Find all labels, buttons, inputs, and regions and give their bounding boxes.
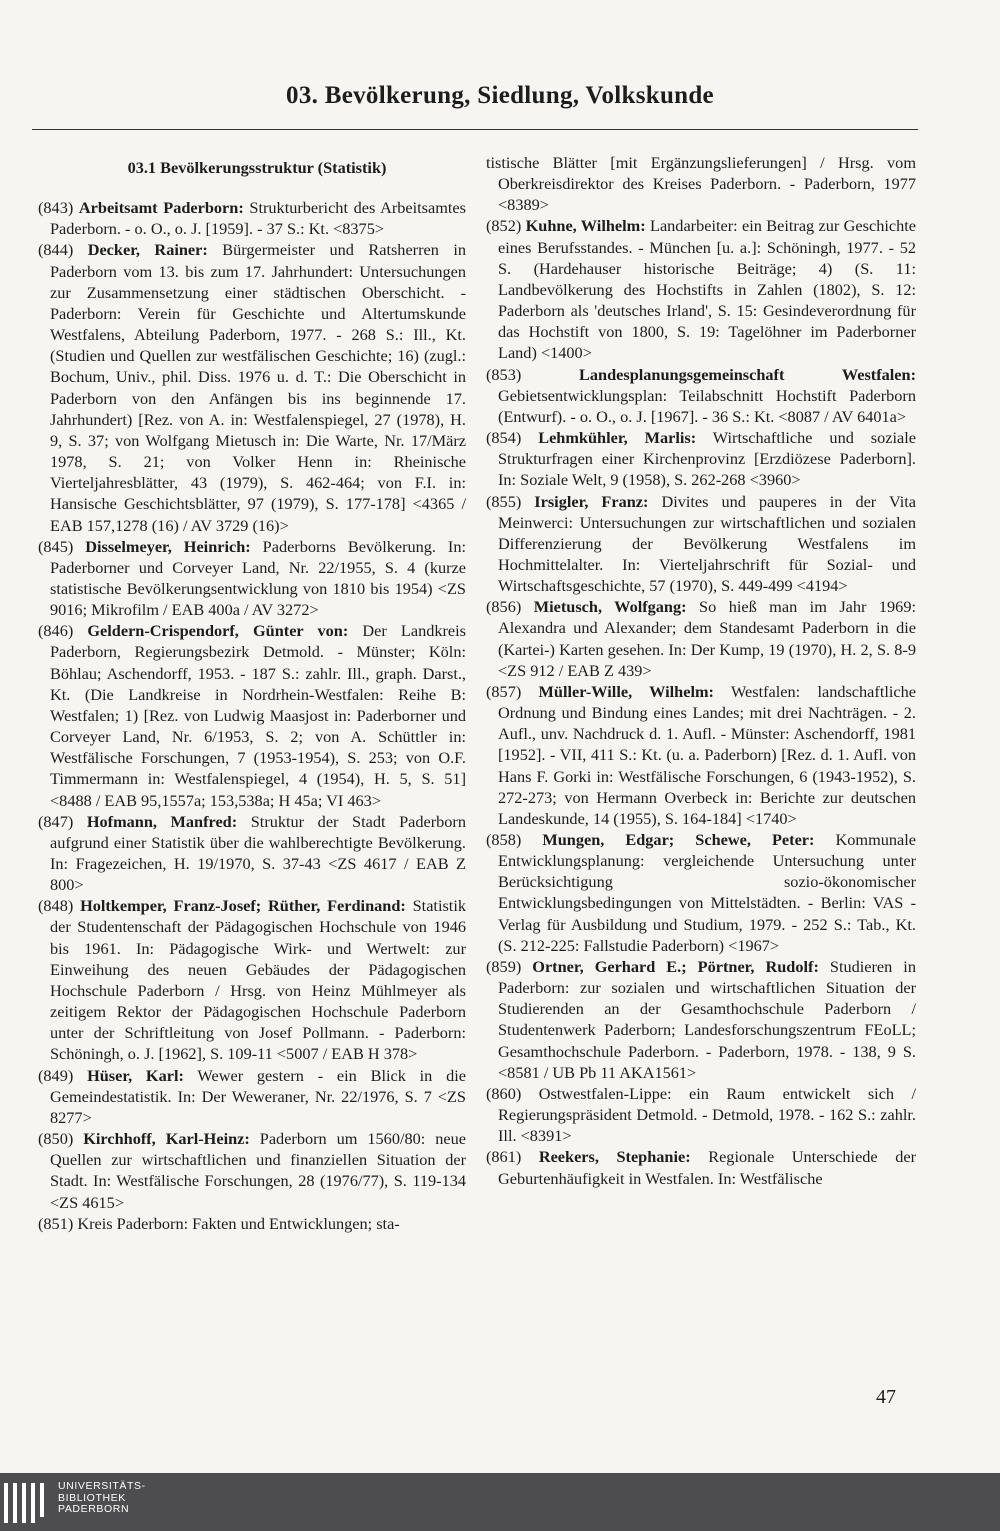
entry-number: (843)	[38, 198, 74, 218]
bibliography-entry	[38, 536, 466, 621]
entry-number: (860)	[486, 1083, 522, 1103]
entry-text: Ostwestfalen-Lippe: ein Raum entwickelt sich / Regierungspräsident Detmold. - Detmold, 1978. - 162 S.: zahlr. Ill. <8391>	[498, 1083, 916, 1146]
entry-text: Strukturbericht des Arbeitsamtes Paderborn. - o. O., o. J. [1959]. - 37 S.: Kt. <8375>	[50, 198, 466, 239]
bibliography-entry	[38, 620, 466, 810]
library-logo-text	[58, 1481, 146, 1516]
entry-author: Irsigler, Franz:	[534, 491, 649, 511]
entry-number: (849)	[38, 1065, 74, 1085]
entry-author: Decker, Rainer:	[87, 240, 208, 260]
bibliography-entry	[486, 215, 916, 363]
entry-number: (852)	[486, 216, 522, 236]
library-logo-icon	[4, 1483, 50, 1523]
entry-number: (844)	[38, 240, 74, 260]
entry-author: Müller-Wille, Wilhelm:	[538, 681, 714, 701]
library-logo-line: BIBLIOTHEK	[58, 1491, 126, 1504]
entry-author: Geldern-Crispendorf, Günter von:	[87, 621, 349, 641]
bibliography-entry	[486, 681, 916, 829]
bibliography-entry	[38, 1213, 466, 1234]
entry-text: Westfalen: landschaftliche Ordnung und Bindung eines Landes; mit drei Nachträgen. - 2. Aufl., unv. Nachdruck d. 1. Aufl. - Münster: Aschendorff, 1981 [1952]. - VII, 411 S.: Kt. (u. a. Paderborn) [Rez. d. 1. Aufl. von Hans F. Gorki in: Westfälische Forschungen, 6 (1943-1952), S. 272-273; von Hermann Overbeck in: Berichte zur deutschen Landeskunde, 14 (1955), S. 164-184] <1740>	[498, 681, 916, 828]
header-rule	[32, 129, 918, 130]
entry-text: Wirtschaftliche und soziale Strukturfragen einer Kirchenprovinz [Erzdiözese Paderborn]. In: Soziale Welt, 9 (1958), S. 262-268 <3960>	[498, 428, 916, 490]
entry-text: Studieren in Paderborn: zur sozialen und wirtschaftlichen Situation der Studierenden an der Gesamthochschule Paderborn / Studentenwerk Paderborn; Landesforschungszentrum FEoLL; Gesamthochschule Paderborn. - Paderborn, 1978. - 138, 9 S. <8581 / UB Pb 11 AKA1561>	[498, 956, 916, 1082]
entry-text: Bürgermeister und Ratsherren in Paderborn vom 13. bis zum 17. Jahrhundert: Untersuchungen zur Zusammensetzung einer städtischen Oberschicht. - Paderborn: Verein für Geschichte und Altertumskunde Westfalens, Abteilung Paderborn, 1977. - 268 S.: Ill., Kt. (Studien und Quellen zur westfälischen Geschichte; 16) (zugl.: Bochum, Univ., phil. Diss. 1976 u. d. T.: Die Oberschicht in Paderborn von den Anfängen bis ins beginnende 17. Jahrhundert) [Rez. von A. in: Westfalenspiegel, 27 (1978), H. 9, S. 37; von Wolfgang Mietusch in: Die Warte, Nr. 17/März 1978, S. 21; von Volker Henn in: Rheinische Vierteljahresblätter, 43 (1979), S. 462-464; von F.I. in: Hansische Geschichtsblätter, 97 (1979), S. 177-178] <4365 / EAB 157,1278 (16) / AV 3729 (16)>	[50, 240, 466, 535]
bibliography-entry	[38, 895, 466, 1064]
entry-number: (856)	[486, 597, 522, 617]
bibliography-entry	[486, 596, 916, 681]
entry-number: (857)	[486, 681, 522, 701]
bibliography-entry	[486, 1146, 916, 1188]
entry-author: Mungen, Edgar; Schewe, Peter:	[542, 830, 815, 849]
entry-number: (858)	[486, 830, 522, 849]
entry-text: tistische Blätter [mit Ergänzungslieferungen] / Hrsg. vom Oberkreisdirektor des Kreises Paderborn. - Paderborn, 1977 <8389>	[486, 153, 916, 215]
right-entry-list	[486, 152, 916, 1189]
entry-author: Arbeitsamt Paderborn:	[78, 198, 244, 218]
entry-number: (848)	[38, 896, 74, 916]
page-title: 03. Bevölkerung, Siedlung, Volkskunde	[286, 82, 714, 109]
entry-author: Holtkemper, Franz-Josef; Rüther, Ferdinand:	[80, 896, 406, 916]
bibliography-entry	[486, 829, 916, 956]
entry-author: Landesplanungsgemeinschaft Westfalen:	[579, 364, 916, 384]
bibliography-entry	[38, 1128, 466, 1213]
entry-author: Hüser, Karl:	[87, 1065, 184, 1085]
left-column	[38, 152, 466, 1234]
entry-author: Disselmeyer, Heinrich:	[85, 536, 251, 556]
entry-number: (854)	[486, 428, 522, 448]
bibliography-entry	[486, 152, 916, 215]
entry-author: Kirchhoff, Karl-Heinz:	[83, 1129, 250, 1149]
left-entry-list	[38, 197, 466, 1234]
entry-text: Wewer gestern - ein Blick in die Gemeindestatistik. In: Der Weweraner, Nr. 22/1976, S. 7 <ZS 8277>	[50, 1065, 466, 1127]
entry-number: (851)	[38, 1213, 74, 1233]
bibliography-entry	[38, 239, 466, 535]
entry-number: (859)	[486, 956, 522, 976]
entry-text: Landarbeiter: ein Beitrag zur Geschichte eines Berufsstandes. - München [u. a.]: Schöningh, 1977. - 52 S. (Hardehauser historische Beiträge; 4) (S. 11: Landbevölkerung des Hochstifts in Zahlen (1802), S. 12: Paderborn als 'deutsches Irland', S. 15: Gesindeverordnung für das Hochstift von 1800, S. 19: Tagelöhner im Paderborner Land) <1400>	[498, 216, 917, 363]
bibliography-entry	[486, 491, 916, 597]
entry-number: (847)	[38, 811, 74, 831]
entry-number: (850)	[38, 1129, 74, 1149]
entry-text: Kommunale Entwicklungsplanung: vergleichende Untersuchung unter Berücksichtigung sozio-ökonomischer Entwicklungsbedingungen von Mittelstädten. - Berlin: VAS - Verlag für Ausbildung und Studium, 1979. - 252 S.: Tab., Kt. (S. 212-225: Fallstudie Paderborn) <1967>	[498, 830, 917, 955]
entry-author: Kuhne, Wilhelm:	[525, 216, 646, 236]
bibliography-entry	[38, 1065, 466, 1128]
bibliography-entry	[486, 427, 916, 490]
entry-author: Hofmann, Manfred:	[86, 811, 238, 831]
entry-number: (845)	[38, 536, 74, 556]
library-logo-line: PADERBORN	[58, 1503, 130, 1515]
bibliography-entry	[486, 364, 916, 427]
entry-text: Paderborns Bevölkerung. In: Paderborner und Corveyer Land, Nr. 22/1955, S. 4 (kurze statistische Bevölkerungsentwicklung von 1810 bis 1954) <ZS 9016; Mikrofilm / EAB 400a / AV 3272>	[50, 536, 467, 620]
entry-text: Kreis Paderborn: Fakten und Entwicklungen; sta-	[77, 1213, 400, 1233]
entry-author: Mietusch, Wolfgang:	[533, 597, 687, 617]
entry-number: (853)	[486, 364, 522, 384]
entry-text: Statistik der Studentenschaft der Pädagogischen Hochschule von 1946 bis 1961. In: Pädagogische Wirk- und Wertwelt: zur Einweihung des neuen Gebäudes der Pädagogischen Hochschule Paderborn / Hrsg. von Heinz Mühlmeyer als zeitigem Rektor der Pädagogischen Hochschule Paderborn unter der Schriftleitung von Josef Pollmann. - Paderborn: Schöningh, o. J. [1962], S. 109-11 <5007 / EAB H 378>	[50, 896, 466, 1064]
entry-number: (855)	[486, 491, 522, 511]
entry-text: So hieß man im Jahr 1969: Alexandra und Alexander; dem Standesamt Paderborn in die (Kartei-) Karten gesehen. In: Der Kump, 19 (1970), H. 2, S. 8-9 <ZS 912 / EAB Z 439>	[498, 597, 916, 680]
entry-number: (846)	[38, 621, 74, 641]
bibliography-entry	[486, 956, 916, 1083]
page-number: 47	[876, 1386, 896, 1408]
entry-number: (861)	[486, 1147, 522, 1167]
entry-text: Gebietsentwicklungsplan: Teilabschnitt Hochstift Paderborn (Entwurf). - o. O., o. J. [1967]. - 36 S.: Kt. <8087 / AV 6401a>	[498, 385, 916, 426]
entry-text: Der Landkreis Paderborn, Regierungsbezirk Detmold. - Münster; Köln: Böhlau; Aschendorff, 1953. - 187 S.: zahlr. Ill., graph. Darst., Kt. (Die Landkreise in Nordrhein-Westfalen: Reihe B: Westfalen; 1) [Rez. von Ludwig Maasjost in: Paderborner und Corveyer Land, Nr. 6/1953, S. 2; von A. Schüttler in: Westfälische Forschungen, 7 (1953-1954), S. 253; von O.F. Timmermann in: Westfalenspiegel, 4 (1954), H. 5, S. 51] <8488 / EAB 95,1557a; 153,538a; H 45a; VI 463>	[50, 621, 467, 810]
library-logo-line: UNIVERSITÄTS-	[58, 1480, 146, 1492]
entry-text: Divites und pauperes in der Vita Meinwerci: Untersuchungen zur wirtschaftlichen und sozialen Differenzierung der Bevölkerung Westfalens im Hochmittelalter. In: Vierteljahrschrift für Sozial- und Wirtschaftsgeschichte, 57 (1970), S. 449-499 <4194>	[498, 491, 916, 596]
entry-author: Ortner, Gerhard E.; Pörtner, Rudolf:	[532, 956, 819, 976]
section-title: 03.1 Bevölkerungsstruktur (Statistik)	[127, 158, 387, 177]
bibliography-entry	[486, 1083, 916, 1146]
entry-text: Paderborn um 1560/80: neue Quellen zur wirtschaftlichen und finanziellen Situation der Stadt. In: Westfälische Forschungen, 28 (1976/77), S. 119-134 <ZS 4615>	[50, 1129, 466, 1212]
bibliography-entry	[38, 811, 466, 896]
bibliography-entry	[38, 197, 466, 239]
right-column	[486, 152, 916, 1189]
library-footer	[0, 1473, 1000, 1531]
entry-author: Reekers, Stephanie:	[538, 1147, 691, 1167]
entry-text: Struktur der Stadt Paderborn aufgrund einer Statistik über die wahlberechtigte Bevölkerung. In: Fragezeichen, H. 19/1970, S. 37-43 <ZS 4617 / EAB Z 800>	[50, 811, 466, 895]
entry-author: Lehmkühler, Marlis:	[538, 428, 697, 448]
entry-text: Regionale Unterschiede der Geburtenhäufigkeit in Westfalen. In: Westfälische	[498, 1147, 916, 1188]
